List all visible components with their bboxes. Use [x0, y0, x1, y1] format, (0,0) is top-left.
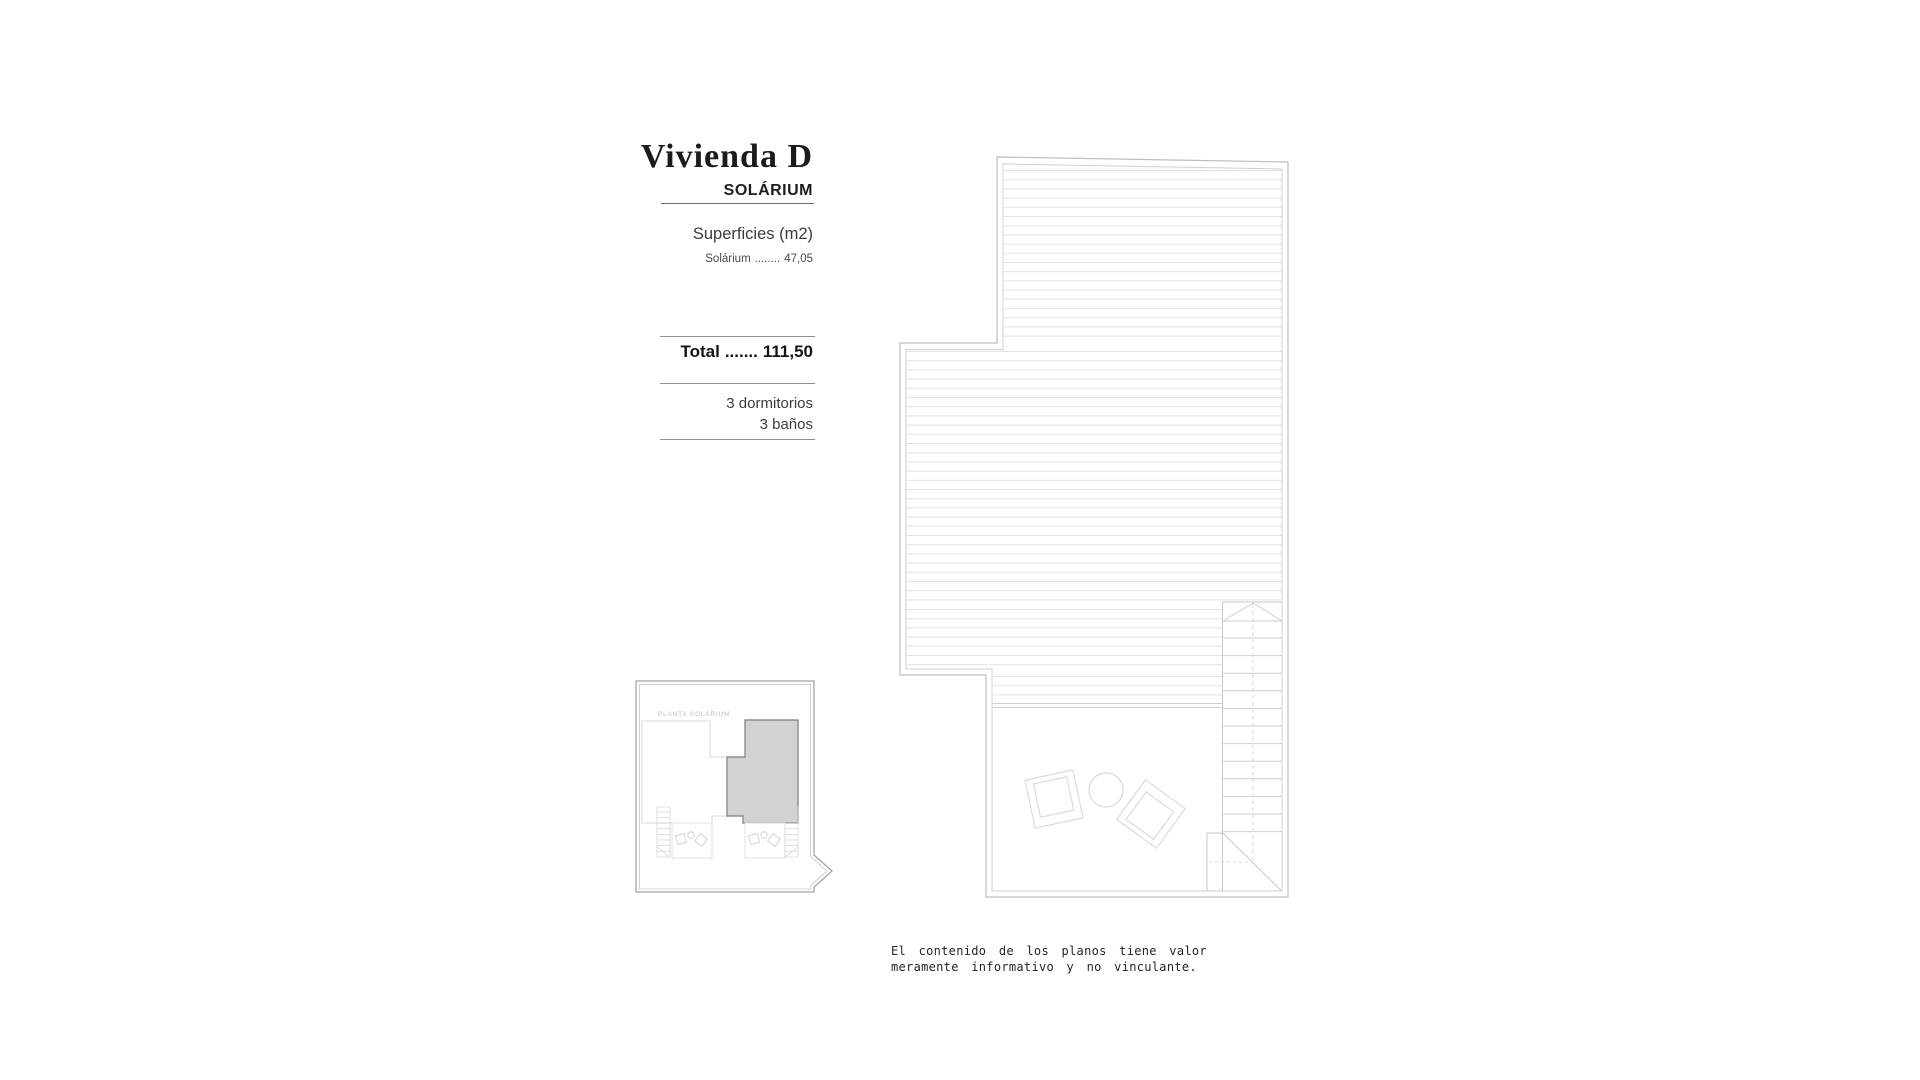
- surface-value: 47,05: [784, 253, 813, 265]
- surface-label: Solárium: [705, 253, 751, 265]
- feature-bathrooms: 3 baños: [759, 415, 813, 433]
- total-label: Total: [680, 342, 720, 361]
- total-value: 111,50: [762, 342, 813, 361]
- page-title: Vivienda D: [640, 138, 813, 175]
- separator-line-middle: [660, 383, 815, 384]
- surface-dots: ........: [754, 253, 781, 265]
- disclaimer-line-1: El contenido de los planos tiene valor: [891, 944, 1207, 958]
- features-block: [726, 394, 813, 435]
- title-underline: [661, 203, 814, 204]
- separator-line-top: [660, 336, 815, 337]
- keyplan: [630, 675, 840, 900]
- floorplan-solarium: [880, 140, 1300, 910]
- feature-bedrooms: 3 dormitorios: [726, 395, 813, 412]
- disclaimer: [891, 944, 1207, 975]
- page-subtitle: SOLÁRIUM: [723, 182, 813, 199]
- separator-line-bottom: [660, 439, 815, 440]
- disclaimer-line-2: meramente informativo y no vinculante.: [891, 959, 1197, 974]
- surfaces-heading: Superficies (m2): [692, 225, 813, 243]
- plan-outline-outer: [900, 157, 1288, 897]
- surface-row-solarium: [701, 253, 813, 265]
- keyplan-label: PLANTA SOLÁRIUM: [658, 711, 731, 718]
- total-row: [675, 342, 813, 362]
- total-dots: .......: [724, 342, 758, 361]
